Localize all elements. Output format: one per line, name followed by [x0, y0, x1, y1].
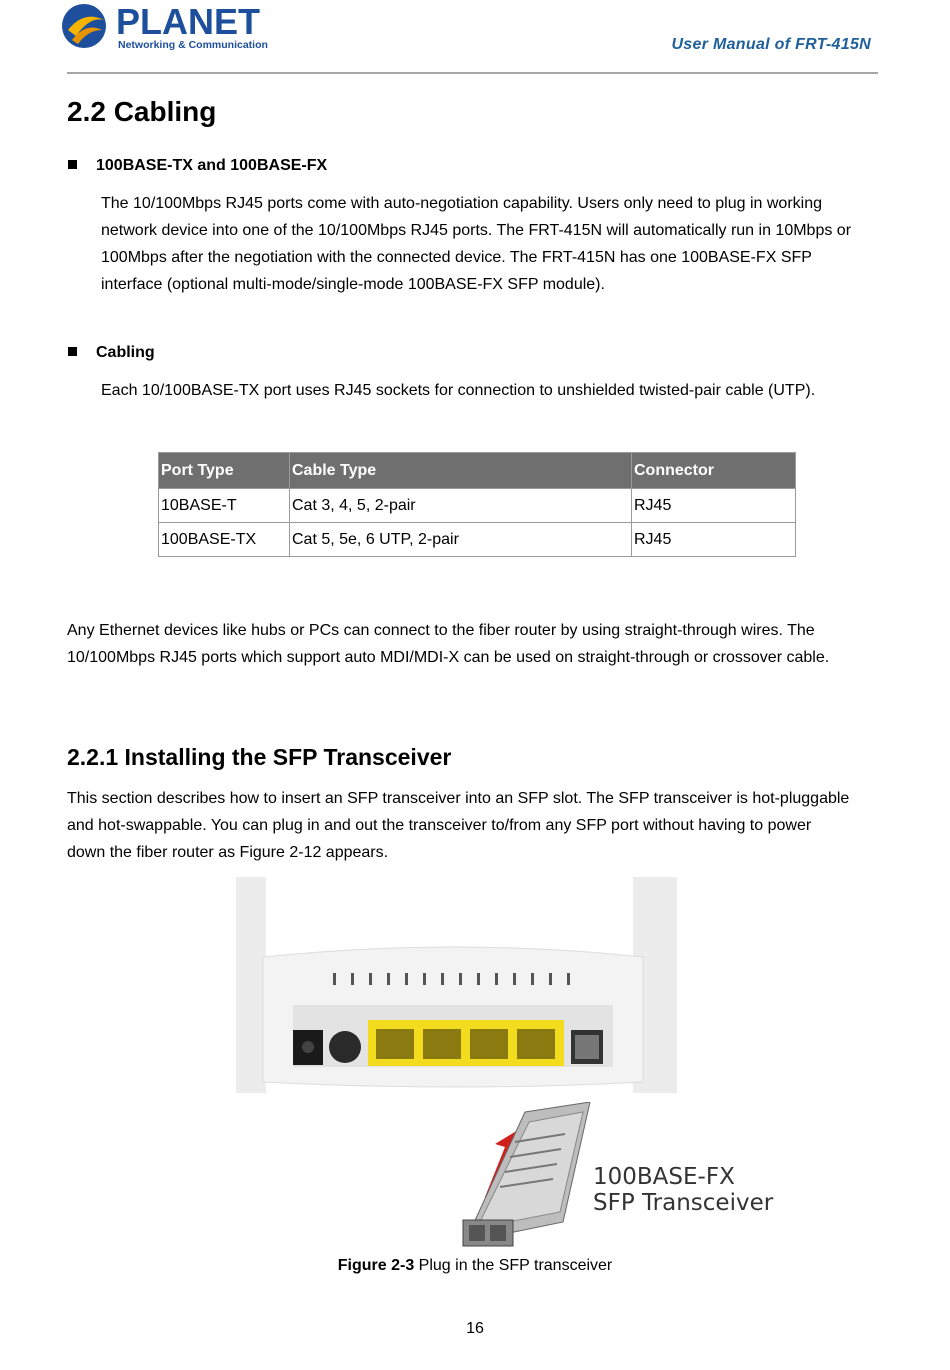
paragraph-line: interface (optional multi-mode/single-mode 100BASE-FX SFP module). — [101, 276, 605, 293]
rj45-port — [376, 1029, 414, 1059]
column-header: Cable Type — [290, 453, 632, 489]
bullet-square-icon — [68, 347, 77, 356]
ethernet-paragraph — [67, 617, 829, 671]
page-number: 16 — [466, 1320, 484, 1337]
paragraph-line: Any Ethernet devices like hubs or PCs can connect to the fiber router by using straight-through wires. The — [67, 622, 815, 639]
svg-text:PLANET: PLANET — [116, 1, 260, 42]
base-tx-fx-paragraph — [101, 190, 851, 298]
paragraph-line: and hot-swappable. You can plug in and out the transceiver to/from any SFP port without having to power — [67, 817, 812, 834]
bullet-heading-base-tx-fx: 100BASE-TX and 100BASE-FX — [68, 157, 327, 175]
subsection-heading: 2.2.1 Installing the SFP Transceiver — [67, 744, 452, 770]
table-cell: 100BASE-TX — [159, 523, 290, 557]
paragraph-line: The 10/100Mbps RJ45 ports come with auto-negotiation capability. Users only need to plug in working — [101, 195, 822, 212]
figure-caption-text: Plug in the SFP transceiver — [414, 1257, 613, 1274]
rj45-port — [423, 1029, 461, 1059]
header-divider — [67, 72, 878, 74]
sfp-install-paragraph — [67, 785, 849, 866]
figure-caption — [0, 1257, 950, 1275]
sfp-label-line1: 100BASE-FX — [593, 1164, 735, 1190]
sfp-label-line2: SFP Transceiver — [593, 1190, 774, 1216]
table-header-row — [159, 453, 796, 489]
table-cell: Cat 5, 5e, 6 UTP, 2-pair — [290, 523, 632, 557]
cabling-paragraph: Each 10/100BASE-TX port uses RJ45 sockets for connection to unshielded twisted-pair cable (UTP). — [101, 382, 816, 399]
section-heading: 2.2 Cabling — [67, 96, 217, 127]
router-rear-panel-image — [233, 877, 679, 1093]
paragraph-line: 10/100Mbps RJ45 ports which support auto MDI/MDI-X can be used on straight-through or crossover cable. — [67, 649, 830, 666]
paragraph-line: network device into one of the 10/100Mbps RJ45 ports. The FRT-415N will automatically run in 10Mbps or — [101, 222, 852, 239]
column-header: Connector — [632, 453, 796, 489]
antenna-left — [236, 877, 266, 1093]
paragraph-line: 100Mbps after the negotiation with the connected device. The FRT-415N has one 100BASE-FX SFP — [101, 249, 812, 266]
sfp-transceiver-image — [455, 1102, 785, 1252]
table-cell: Cat 3, 4, 5, 2-pair — [290, 489, 632, 523]
reset-button — [329, 1031, 361, 1063]
rj45-port — [517, 1029, 555, 1059]
planet-logo — [60, 0, 270, 56]
paragraph-line: down the fiber router as Figure 2-12 appears. — [67, 844, 389, 861]
table-cell: 10BASE-T — [159, 489, 290, 523]
rj45-port — [470, 1029, 508, 1059]
table-cell: RJ45 — [632, 523, 796, 557]
table-row — [159, 523, 796, 557]
paragraph-line: This section describes how to insert an SFP transceiver into an SFP slot. The SFP transceiver is hot-pluggable — [67, 790, 850, 807]
column-header: Port Type — [159, 453, 290, 489]
manual-title: User Manual of FRT-415N — [671, 36, 871, 53]
table-cell: RJ45 — [632, 489, 796, 523]
bullet-heading-cabling: Cabling — [68, 344, 155, 362]
bullet-square-icon — [68, 160, 77, 169]
svg-text:Networking & Communication: Networking & Communication — [118, 39, 268, 51]
figure-number: Figure 2-3 — [337, 1257, 415, 1274]
table-row — [159, 489, 796, 523]
port-cable-table — [158, 452, 796, 557]
